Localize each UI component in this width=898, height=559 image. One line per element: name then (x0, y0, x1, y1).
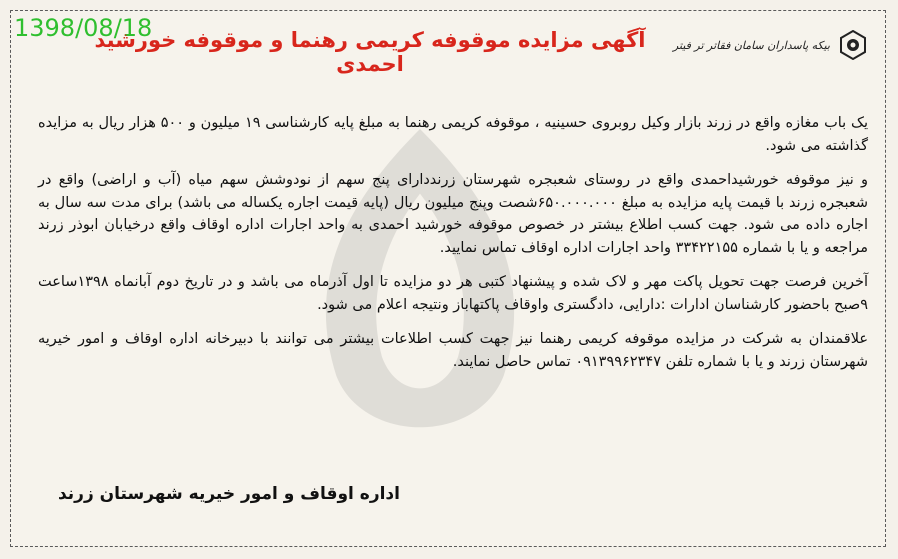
paragraph-deadline: آخرین فرصت جهت تحویل پاکت مهر و لاک شده و پیشنهاد کتبی هر دو مزایده تا اول آذرماه می باشد و در تاریخ دوم آبانماه ۱۳۹۸ساعت ۹صبح باحضور کارشناسان ادارات :دارایی، دادگستری واوقاف پاکتهاباز ونتیجه اعلام می شود. (38, 274, 868, 313)
date-stamp: 1398/08/18 (14, 14, 153, 42)
notice-title: آگهی مزایده موقوفه کریمی رهنما و موقوفه خورشید احمدی (94, 28, 646, 76)
paragraph-contact: علاقمندان به شرکت در مزایده موقوفه کریمی رهنما نیز جهت کسب اطلاعات بیشتر می توانند با دبیرخانه اداره اوقاف و امور خیریه شهرستان زرند و یا با شماره تلفن ۰۹۱۳۹۹۶۲۳۴۷ تماس حاصل نمایند. (38, 331, 868, 370)
organization-logo (673, 30, 868, 60)
paragraph-endowment: و نیز موقوفه خورشیداحمدی واقع در روستای شعبجره شهرستان زرنددارای پنج سهم از نودوشش سهم میاه (آب و اراضی) واقع در شعبجره زرند با قیمت پایه مزایده به مبلغ ۶۵۰.۰۰۰.۰۰۰شصت وپنج میلیون ریال (پایه قیمت اجاره یکساله می باشد) برای مدت سه سال به اجاره داده می شود. جهت کسب اطلاع بیشتر در خصوص موقوفه خورشید احمدی به واحد اجارات اداره اوقاف واقع درخیابان ابوذر زرند مراجعه و یا با شماره ۳۳۴۲۲۱۵۵ واحد اجارات اداره اوقاف تماس نمایید. (38, 172, 868, 256)
emblem-icon (838, 30, 868, 60)
issuer-signature: اداره اوقاف و امور خیریه شهرستان زرند (57, 484, 400, 504)
logo-caption: بیکه پاسداران سامان فقاتر تر فیتر (672, 38, 830, 52)
notice-body (38, 112, 868, 385)
paragraph-shop: یک باب مغازه واقع در زرند بازار وکیل روبروی حسینیه ، موقوفه کریمی رهنما به مبلغ پایه کارشناسی ۱۹ میلیون و ۵۰۰ هزار ریال به مزایده گذاشته می شود. (38, 115, 868, 154)
